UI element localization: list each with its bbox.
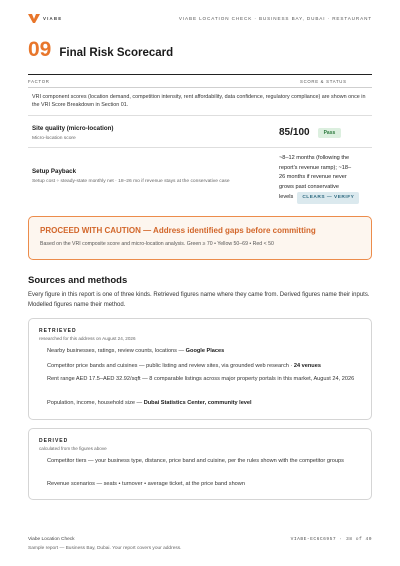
payback-line: ~8–12 months (following the — [279, 155, 350, 161]
score-value: 85/100 — [279, 127, 310, 138]
factor-site-quality — [32, 125, 113, 141]
caution-callout — [28, 216, 372, 260]
source-name: Google Places — [185, 348, 225, 354]
payback-last-text: levels — [279, 194, 294, 201]
source-text: Population, income, household size — — [47, 400, 144, 406]
card-label: RETRIEVED — [39, 328, 77, 334]
factor-title: Setup Payback — [32, 168, 77, 175]
derived-card — [28, 428, 372, 500]
top-bar — [28, 12, 372, 24]
factor-title: Site quality (micro-location) — [32, 125, 114, 132]
logo-text: VIABE — [43, 15, 63, 21]
setup-payback-value — [279, 154, 375, 204]
status-badge-verify: CLEARS — VERIFY — [297, 192, 359, 204]
table-intro-note: VRI component scores (location demand, competition intensity, rent affordability, data confidence, regulatory compliance) are shown once in the VRI Score Breakdown in Section 01. — [32, 94, 366, 108]
row-divider — [28, 115, 372, 116]
brand-logo — [28, 14, 62, 23]
footer-product: Viabe Location Check — [28, 537, 75, 542]
source-text: Competitor price bands and cuisines — public listing and review sites, via grounded web research · — [47, 363, 294, 369]
sources-heading: Sources and methods — [28, 275, 128, 286]
card-header — [39, 328, 136, 341]
caution-note: Based on the VRI composite score and micro-location analysis. Green ≥ 70 • Yellow 50–69 • Red < 50 — [40, 241, 274, 247]
row-divider — [28, 147, 372, 148]
payback-line: report's revenue ramp); ~18– — [279, 164, 352, 171]
logo-mark-icon — [28, 14, 40, 23]
site-quality-score — [279, 127, 341, 138]
scorecard-table-header — [28, 74, 372, 88]
page-title: Final Risk Scorecard — [59, 47, 174, 59]
source-name: Dubai Statistics Center, community level — [143, 400, 252, 406]
source-name: 24 venues — [293, 363, 321, 369]
source-item — [47, 375, 359, 385]
retrieved-card — [28, 318, 372, 420]
card-subtitle: researched for this address on August 24, 2026 — [39, 336, 136, 341]
card-subtitle: calculated from the figures above — [39, 446, 107, 451]
source-item — [47, 399, 359, 409]
section-heading — [28, 38, 173, 62]
payback-line-last — [279, 192, 375, 204]
factor-setup-payback — [32, 168, 230, 184]
sources-intro: Every figure in this report is one of three kinds. Retrieved figures name where they came from. Derived figures name their inputs. Modelled figures name their method. — [28, 292, 370, 308]
breadcrumb: VIABE LOCATION CHECK · BUSINESS BAY, DUBAI · RESTAURANT — [178, 15, 372, 21]
source-text: Nearby businesses, ratings, review counts, locations — — [47, 348, 186, 354]
page-footer — [28, 537, 372, 551]
status-badge-pass: Pass — [318, 128, 342, 138]
factor-subtitle: Setup cost ÷ steady-state monthly net · 18–26 mo if revenue stays at the conservative case — [32, 179, 230, 184]
source-text: Rent range AED 17.5–AED 32.92/sqft — 8 comparable listings across major property portals in this market, August 24, 2026 — [47, 376, 355, 382]
card-label: DERIVED — [39, 438, 69, 444]
derived-item: Competitor tiers — your business type, distance, price band and cuisine, per the rules shown with the competitor groups — [47, 458, 344, 464]
footer-reference: VIABE-EC6C6957 · 38 of 40 — [290, 537, 372, 542]
section-number: 09 — [28, 38, 52, 61]
derived-item: Revenue scenarios — seats • turnover • average ticket, at the price band shown — [47, 481, 245, 487]
caution-title: PROCEED WITH CAUTION — Address identified gaps before committing — [40, 226, 316, 235]
card-header — [39, 438, 107, 451]
source-item — [47, 362, 359, 372]
payback-line: 26 months if revenue never — [279, 174, 347, 181]
footer-note: Sample report — Business Bay, Dubai. Your report covers your address. — [28, 546, 182, 551]
factor-subtitle: Micro-location score — [32, 136, 76, 141]
column-factor: FACTOR — [28, 78, 50, 84]
column-score-status: SCORE & STATUS — [300, 78, 347, 84]
payback-line: grows past conservative — [279, 183, 340, 190]
source-item — [47, 347, 359, 357]
